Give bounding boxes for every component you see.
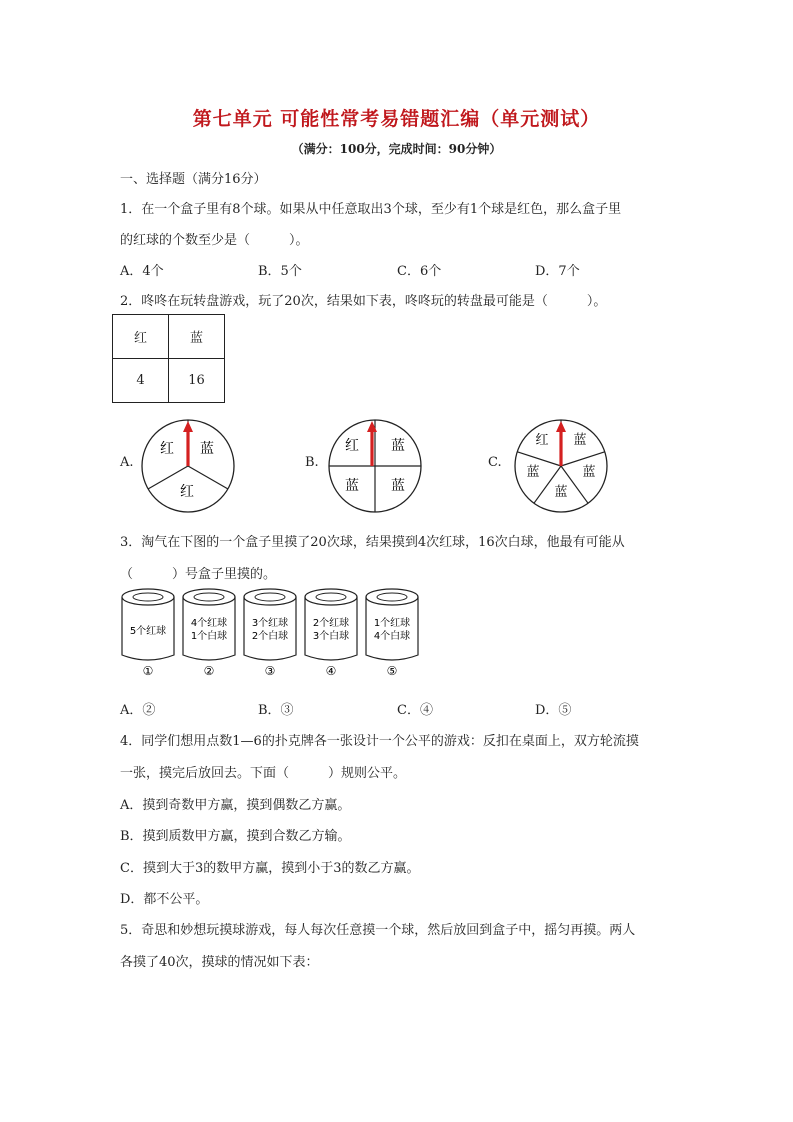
box-3-label-1: 3个红球 [251,618,289,629]
q3-option-b: B．③ [258,703,294,718]
box-5-number: ⑤ [386,664,398,678]
box-4 [305,589,357,678]
section-heading: 一、选择题（满分16分） [120,172,267,187]
spinner-a-sector-3: 红 [180,484,194,500]
q2-result-table [112,314,225,403]
page-title: 第七单元 可能性常考易错题汇编（单元测试） [192,108,601,130]
question-4-line-2: 一张，摸完后放回去。下面（ ）规则公平。 [120,766,407,781]
q2-option-a-label: A. [120,455,134,470]
spinner-a-sector-2: 蓝 [200,441,214,457]
box-1-number: ① [142,664,154,678]
spinner-c-sector-2: 蓝 [573,433,587,448]
spinner-c-sector-4: 蓝 [554,485,568,500]
box-4-label-2: 3个白球 [312,631,350,642]
question-5-line-2: 各摸了40次，摸球的情况如下表： [120,955,319,970]
spinner-b-sector-1: 红 [345,438,359,454]
question-5-line-1: 5．奇思和妙想玩摸球游戏，每人每次任意摸一个球，然后放回到盒子中，摇匀再摸。两人 [120,923,636,938]
q2-option-b-label: B. [305,455,319,470]
box-4-number: ④ [325,664,337,678]
q4-option-c: C．摸到大于3的数甲方赢，摸到小于3的数乙方赢。 [120,861,420,876]
question-1-line-2: 的红球的个数至少是（ ）。 [120,233,309,248]
box-5 [366,589,418,678]
box-1-label-1: 5个红球 [129,626,167,637]
q1-option-b: B．5个 [258,264,302,279]
q1-option-c: C．6个 [397,264,442,279]
box-5-label-2: 4个白球 [373,631,411,642]
spinner-c-sector-5: 蓝 [526,465,540,480]
q3-option-a: A．② [120,703,156,718]
box-4-label-1: 2个红球 [312,618,350,629]
spinner-c [513,418,609,514]
spinner-b [327,418,423,514]
q2-option-c-label: C. [488,455,502,470]
spinner-a-sector-1: 红 [160,441,174,457]
spinner-b-sector-3: 蓝 [345,478,359,494]
q3-option-c: C．④ [397,703,433,718]
q3-boxes-figure [112,585,432,685]
q2-table-header-blue: 蓝 [169,315,225,359]
spinner-c-sector-1: 红 [535,433,549,448]
q2-table-value-blue: 16 [169,359,225,403]
question-1-line-1: 1．在一个盒子里有8个球。如果从中任意取出3个球，至少有1个球是红色，那么盒子里 [120,202,622,217]
q1-option-a: A．4个 [120,264,164,279]
box-2-label-2: 1个白球 [190,631,228,642]
q4-option-a: A．摸到奇数甲方赢，摸到偶数乙方赢。 [120,798,351,813]
q4-option-b: B．摸到质数甲方赢，摸到合数乙方输。 [120,829,351,844]
box-2-label-1: 4个红球 [190,618,228,629]
spinner-b-sector-2: 蓝 [391,438,405,454]
spinner-b-sector-4: 蓝 [391,478,405,494]
box-2 [183,589,235,678]
box-1 [122,589,174,678]
q1-option-d: D．7个 [535,264,580,279]
box-3 [244,589,296,678]
q2-table-header-red: 红 [113,315,169,359]
question-4-line-1: 4．同学们想用点数1—6的扑克牌各一张设计一个公平的游戏：反扣在桌面上，双方轮流摸 [120,734,639,749]
question-2-text: 2．咚咚在玩转盘游戏，玩了20次，结果如下表，咚咚玩的转盘最可能是（ ）。 [120,294,607,309]
spinner-a [140,418,236,514]
spinner-c-sector-3: 蓝 [582,465,596,480]
box-5-label-1: 1个红球 [373,618,411,629]
box-3-label-2: 2个白球 [251,631,289,642]
box-2-number: ② [203,664,215,678]
question-3-line-2: （ ）号盒子里摸的。 [120,567,277,582]
question-3-line-1: 3．淘气在下图的一个盒子里摸了20次球，结果摸到4次红球，16次白球，他最有可能从 [120,535,625,550]
q4-option-d: D．都不公平。 [120,892,209,907]
q2-table-value-red: 4 [113,359,169,403]
q3-option-d: D．⑤ [535,703,572,718]
box-3-number: ③ [264,664,276,678]
page-subtitle: （满分：100分，完成时间：90分钟） [291,142,502,156]
